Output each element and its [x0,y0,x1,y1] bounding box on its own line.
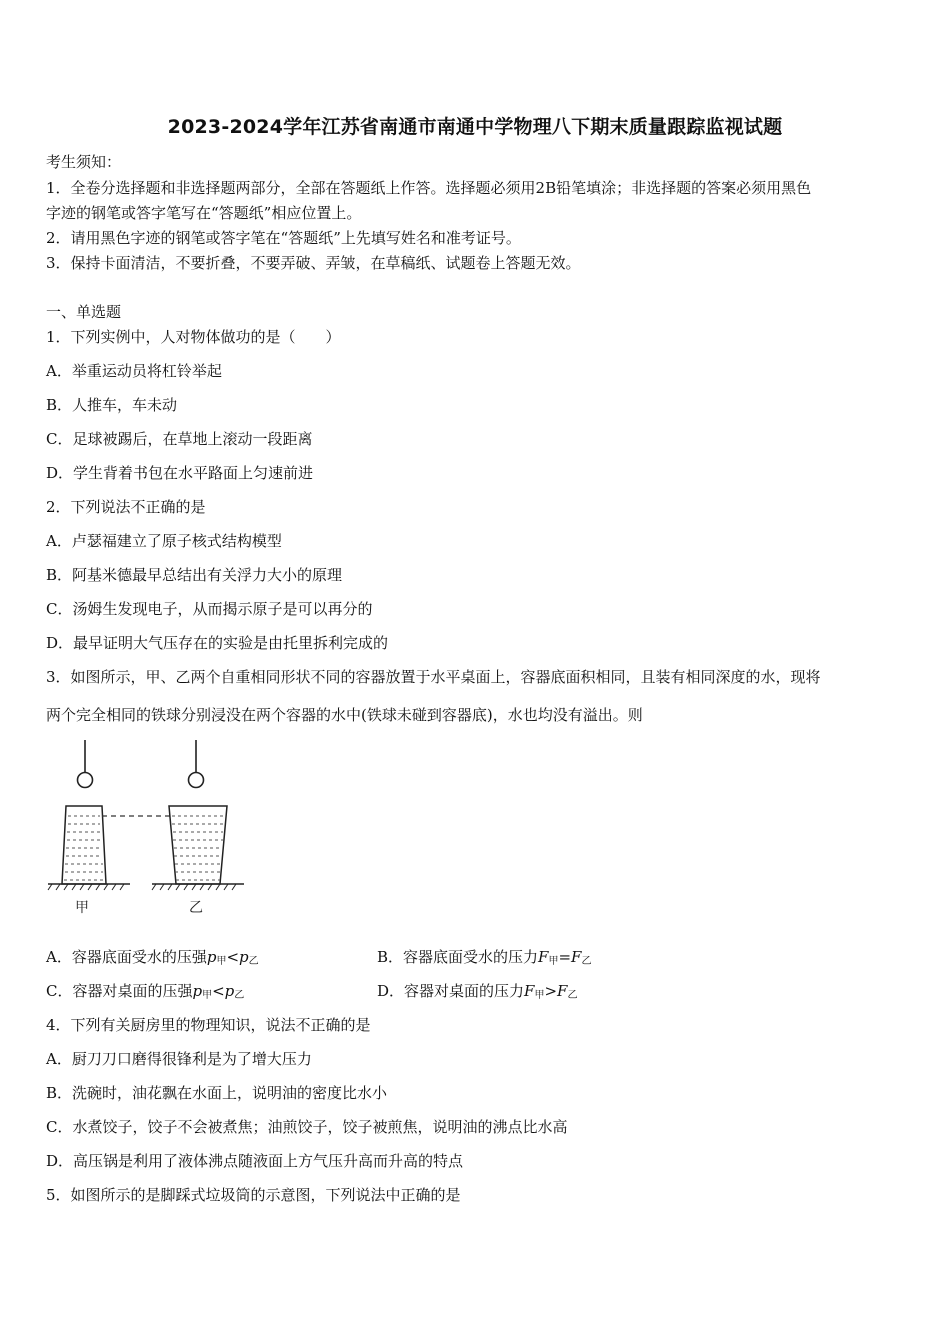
notice-item: 1．全卷分选择题和非选择题两部分，全部在答题纸上作答。选择题必须用2B铅笔填涂；非选择题的答案必须用黑色 [46,179,812,197]
symbol: F [557,982,568,1000]
question-3-stem-line1: 3．如图所示，甲、乙两个自重相同形状不同的容器放置于水平桌面上，容器底面积相同，且装有相同深度的水，现将 [46,668,821,686]
relation: > [544,982,558,1000]
question-4-stem: 4．下列有关厨房里的物理知识，说法不正确的是 [46,1016,371,1034]
option-text: C．容器对桌面的压强 [46,982,193,1000]
ball-left [78,773,93,788]
subscript: 乙 [567,990,578,1001]
symbol: p [224,982,235,1000]
question-3-stem-line2: 两个完全相同的铁球分别浸没在两个容器的水中(铁球未碰到容器底)，水也均没有溢出。则 [46,706,643,724]
option-text: B．容器底面受水的压力 [377,948,539,966]
question-3-figure [44,736,254,926]
page-title: 2023-2024学年江苏省南通市南通中学物理八下期末质量跟踪监视试题 [167,116,783,138]
symbol: p [239,948,249,966]
symbol: F [571,948,582,966]
section-heading: 一、单选题 [46,303,122,321]
subscript: 乙 [234,990,245,1001]
question-4-option-c: C．水煮饺子，饺子不会被煮焦；油煎饺子，饺子被煎焦，说明油的沸点比水高 [46,1118,568,1136]
question-2-option-a: A．卢瑟福建立了原子核式结构模型 [46,532,282,550]
symbol: p [206,948,217,966]
ground-hatch-left [48,884,124,890]
question-4-option-a: A．厨刀刀口磨得很锋利是为了增大压力 [46,1050,312,1068]
subscript: 甲 [548,956,559,967]
subscript: 甲 [202,990,213,1001]
label-yi: 乙 [189,900,203,916]
question-3-option-c [46,981,244,1006]
subscript: 甲 [534,990,545,1001]
question-4-option-b: B．洗碗时，油花飘在水面上，说明油的密度比水小 [46,1084,388,1102]
question-3-option-a [46,947,259,972]
symbol: F [524,982,535,1000]
question-4-option-d: D．高压锅是利用了液体沸点随液面上方气压升高而升高的特点 [46,1152,464,1170]
relation: = [558,948,572,966]
question-1-option-a: A．举重运动员将杠铃举起 [46,362,222,380]
subscript: 乙 [248,956,259,967]
notice-heading: 考生须知： [46,153,122,171]
question-3-option-b [377,947,591,972]
containers-diagram [44,736,254,921]
subscript: 甲 [216,956,227,967]
question-1-stem: 1．下列实例中，人对物体做功的是（ ） [46,328,341,346]
notice-item: 2．请用黑色字迹的钢笔或答字笔在“答题纸”上先填写姓名和准考证号。 [46,229,521,247]
relation: < [212,982,225,1000]
question-1-option-c: C．足球被踢后，在草地上滚动一段距离 [46,430,313,448]
symbol: F [538,948,549,966]
label-jia: 甲 [75,900,89,916]
question-2-stem: 2．下列说法不正确的是 [46,498,206,516]
ground-hatch-right [152,884,236,890]
question-1-option-d: D．学生背着书包在水平路面上匀速前进 [46,464,314,482]
notice-item: 3．保持卡面清洁，不要折叠，不要弄破、弄皱，在草稿纸、试题卷上答题无效。 [46,254,581,272]
notice-item: 字迹的钢笔或答字笔写在“答题纸”相应位置上。 [46,204,362,222]
question-2-option-b: B．阿基米德最早总结出有关浮力大小的原理 [46,566,343,584]
question-2-option-c: C．汤姆生发现电子，从而揭示原子是可以再分的 [46,600,373,618]
subscript: 乙 [581,956,592,967]
option-text: D．容器对桌面的压力 [377,982,525,1000]
question-2-option-d: D．最早证明大气压存在的实验是由托里拆利完成的 [46,634,389,652]
option-text: A．容器底面受水的压强 [46,948,207,966]
symbol: p [192,982,203,1000]
question-5-stem: 5．如图所示的是脚踩式垃圾筒的示意图，下列说法中正确的是 [46,1186,461,1204]
question-3-option-d [377,981,577,1006]
relation: < [226,948,240,966]
question-1-option-b: B．人推车，车未动 [46,396,178,414]
ball-right [189,773,204,788]
